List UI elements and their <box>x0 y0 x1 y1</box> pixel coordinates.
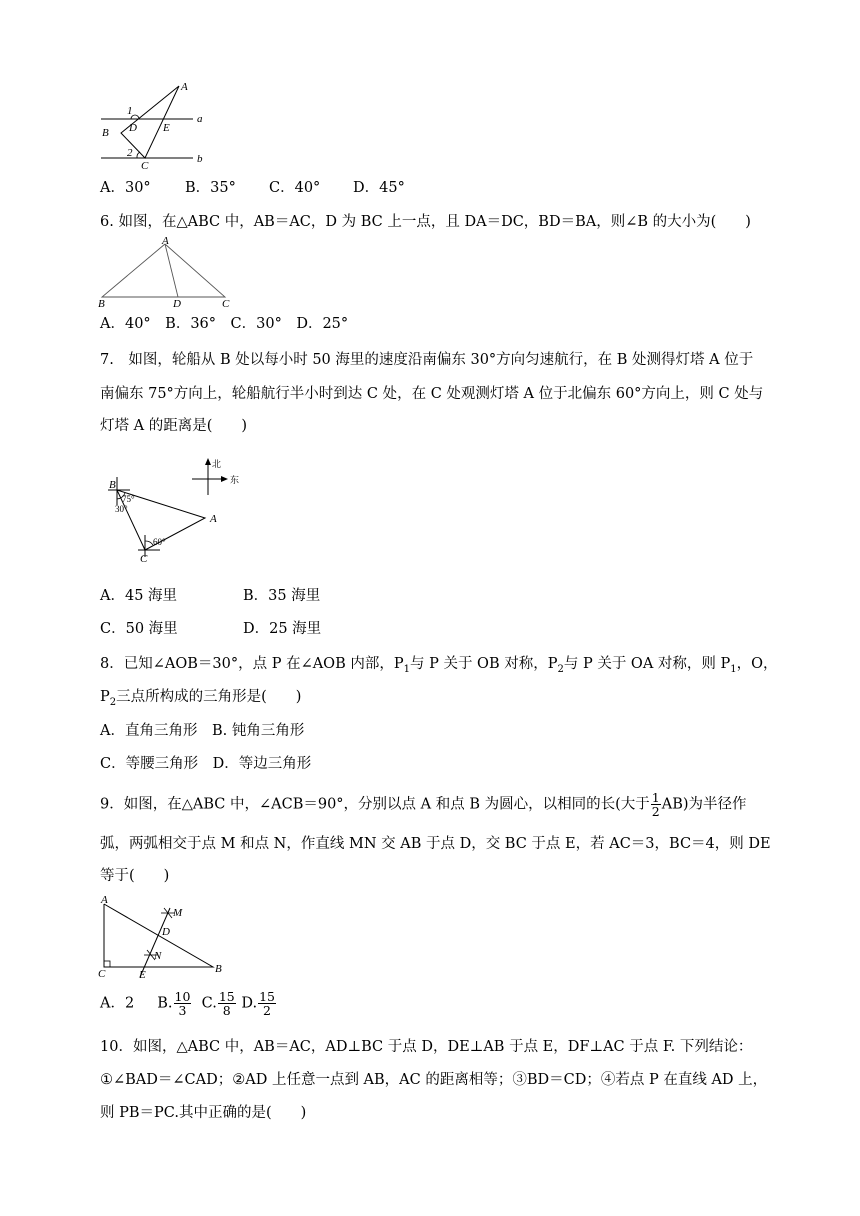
q9-half-den: 2 <box>651 804 660 819</box>
q6-label-B: B <box>98 298 105 310</box>
q7-label-30: 30° <box>115 504 128 514</box>
q9-option-c-fraction <box>218 990 236 1017</box>
q8-options-line-2: C．等腰三角形 D．等边三角形 <box>100 756 312 772</box>
q9-right-angle-mark <box>104 961 110 967</box>
q5-label-1: 1 <box>127 105 133 117</box>
q5-label-B: B <box>102 127 109 139</box>
q7-label-north: 北 <box>212 459 222 469</box>
q8-text-4: ，O， <box>736 656 778 672</box>
q9-stem-line-2: 弧，两弧相交于点 M 和点 N，作直线 MN 交 AB 于点 D，交 BC 于点 E，若 AC＝3，BC＝4，则 DE <box>100 836 771 852</box>
q9-text-pre: 9．如图，在△ABC 中，∠ACB＝90°，分别以点 A 和点 B 为圆心，以相同的长(大于 <box>100 796 650 813</box>
q9-label-M: M <box>173 907 183 919</box>
q5-option-c: C．40° <box>269 180 321 196</box>
q9-option-d-den: 2 <box>263 1003 271 1018</box>
q9-label-E: E <box>139 969 146 979</box>
q8-sub-4: 2 <box>109 696 117 708</box>
q9-label-A: A <box>101 894 108 906</box>
q9-option-d-num: 15 <box>259 989 275 1004</box>
q7-compass-east-arrow <box>221 476 228 482</box>
q9-option-c-label: C. <box>201 995 217 1012</box>
q6-figure <box>95 236 240 310</box>
q9-label-N: N <box>154 950 162 962</box>
q6-triangle <box>102 244 225 297</box>
q9-label-B: B <box>215 963 222 975</box>
q9-option-b-den: 3 <box>178 1003 187 1018</box>
q9-label-C: C <box>98 968 106 979</box>
q7-option-d: D．25 海里 <box>243 621 322 637</box>
q5-label-C: C <box>141 160 149 170</box>
q5-label-A: A <box>181 81 188 93</box>
q8-text-3: 与 P 关于 OA 对称，则 P <box>563 656 731 672</box>
q8-sub-1: 1 <box>403 663 410 675</box>
q9-option-d-fraction <box>258 990 276 1017</box>
q9-option-b-label: B. <box>157 995 173 1012</box>
q7-label-A: A <box>210 513 217 525</box>
q8-text-6: 三点所构成的三角形是( ) <box>116 689 302 705</box>
q9-option-d-label: D. <box>241 995 258 1012</box>
q9-option-b-num: 10 <box>174 989 191 1004</box>
q7-stem-line-3: 灯塔 A 的距离是( ) <box>100 418 248 434</box>
q5-label-a: a <box>197 113 203 125</box>
q5-figure <box>95 78 215 170</box>
q7-option-a: A．45 海里 <box>100 588 178 604</box>
q10-stem-line-1: 10．如图，△ABC 中，AB＝AC，AD⊥BC 于点 D，DE⊥AB 于点 E，DF⊥AC 于点 F. 下列结论： <box>100 1039 753 1055</box>
q9-text-post: AB)为半径作 <box>661 796 747 813</box>
q7-stem-line-2: 南偏东 75°方向上，轮船航行半小时到达 C 处，在 C 处观测灯塔 A 位于北偏东 60°方向上，则 C 处与 <box>100 386 764 402</box>
q9-stem-line-1 <box>100 791 747 818</box>
q9-label-D: D <box>162 926 170 938</box>
q7-compass-north-arrow <box>205 458 211 465</box>
q8-stem-line-1 <box>100 654 778 680</box>
q9-option-a: A．2 <box>100 995 135 1012</box>
q8-text-1: 8．已知∠AOB＝30°，点 P 在∠AOB 内部，P <box>100 656 404 672</box>
q9-option-b-fraction <box>174 990 192 1017</box>
q10-stem-line-2: ①∠BAD＝∠CAD；②AD 上任意一点到 AB，AC 的距离相等；③BD＝CD；④若点 P 在直线 AD 上， <box>100 1072 768 1088</box>
q7-label-75: 75° <box>122 494 135 504</box>
q9-half-num: 1 <box>651 790 660 805</box>
q7-label-B: B <box>109 479 116 491</box>
q9-figure <box>95 893 230 979</box>
q8-text-2: 与 P 关于 OB 对称，P <box>409 656 558 672</box>
q6-label-A: A <box>162 236 169 247</box>
q9-options <box>100 990 277 1017</box>
q8-options-line-1: A．直角三角形 B. 钝角三角形 <box>100 723 305 739</box>
q8-stem-line-2 <box>100 687 301 713</box>
q6-options: A．40° B．36° C．30° D．25° <box>100 316 349 332</box>
q9-stem-line-3: 等于( ) <box>100 868 170 884</box>
q7-label-60: 60° <box>153 537 166 547</box>
q7-label-east: 东 <box>230 475 240 485</box>
q8-sub-2: 2 <box>557 663 564 675</box>
q5-label-2: 2 <box>127 147 133 159</box>
q6-stem: 6. 如图，在△ABC 中，AB＝AC，D 为 BC 上一点，且 DA＝DC，BD＝BA，则∠B 的大小为( ) <box>100 214 751 230</box>
q5-option-b: B．35° <box>185 180 236 196</box>
q8-text-5: P <box>100 689 110 705</box>
q6-label-C: C <box>222 298 230 310</box>
q9-option-c-den: 8 <box>222 1003 231 1018</box>
q6-segment-AD <box>165 244 178 297</box>
q9-half-fraction <box>651 791 661 818</box>
q5-label-b: b <box>197 153 203 165</box>
q7-option-c: C．50 海里 <box>100 621 178 637</box>
q7-option-b: B．35 海里 <box>243 588 321 604</box>
q7-angle-60 <box>145 541 153 545</box>
q7-label-C: C <box>140 553 148 565</box>
q7-stem-line-1: 7. 如图，轮船从 B 处以每小时 50 海里的速度沿南偏东 30°方向匀速航行，在 B 处测得灯塔 A 位于 <box>100 352 754 368</box>
q7-figure <box>100 455 245 571</box>
q5-option-a: A．30° <box>100 180 151 196</box>
q10-stem-line-3: 则 PB＝PC.其中正确的是( ) <box>100 1105 307 1121</box>
q5-label-D: D <box>129 122 137 134</box>
q8-sub-3: 1 <box>730 663 737 675</box>
q5-option-d: D．45° <box>353 180 405 196</box>
q5-label-E: E <box>163 122 170 134</box>
q9-option-c-num: 15 <box>218 989 235 1004</box>
q6-label-D: D <box>173 298 181 310</box>
